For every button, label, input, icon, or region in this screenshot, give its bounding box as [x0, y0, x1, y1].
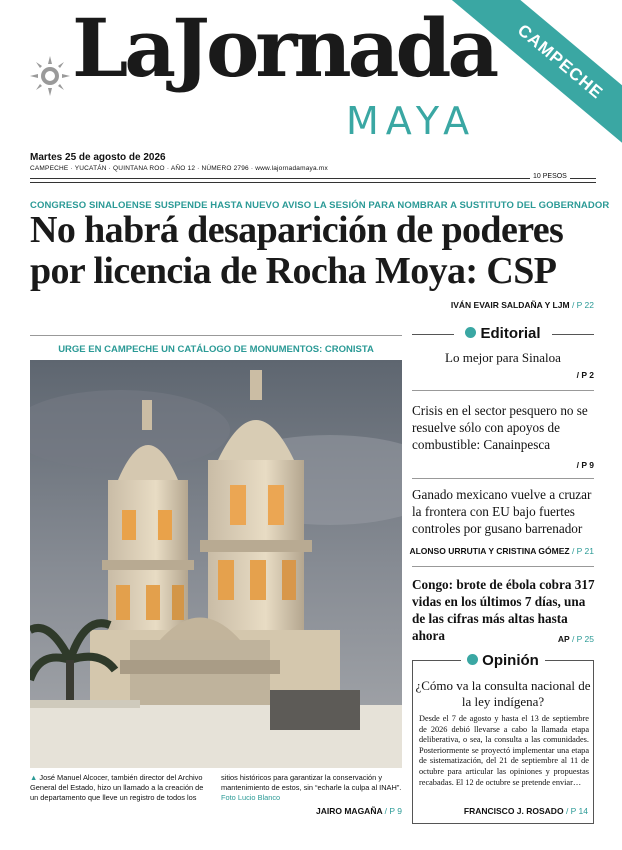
masthead	[0, 0, 622, 150]
lead-headline[interactable]: No habrá desaparición de poderes por licencia de Rocha Moya: CSP	[30, 209, 564, 292]
opinion-author: FRANCISCO J. ROSADO	[463, 806, 564, 816]
opinion-page-ref: / P 14	[565, 806, 588, 816]
photo-author: JAIRO MAGAÑA	[316, 806, 383, 816]
editorial-section-title: Editorial	[480, 325, 541, 342]
caption-marker-icon: ▲	[30, 773, 38, 782]
photo-credit: Foto Lucio Blanco	[221, 793, 281, 802]
lead-author: IVÁN EVAIR SALDAÑA Y LJM	[450, 300, 570, 310]
issue-date: Martes 25 de agosto de 2026	[30, 152, 166, 163]
opinion-section-title: Opinión	[482, 652, 539, 669]
opinion-header	[412, 651, 594, 671]
lead-byline	[451, 300, 594, 310]
opinion-body: Desde el 7 de agosto y hasta el 13 de septiembre de 2026 debió llevarse a cabo la llamada etapa deliberativa, o sea, la consulta a las comunidades. Posteriormente se proyectó implementar una etapa de sistematización, del 21 de septiembre al 11 de octubre para articular las opiniones y propuestas recabadas. El 12 de octubre se pretende enviar…	[419, 714, 589, 787]
story-cattle-byline	[409, 546, 594, 556]
section-dot-icon	[467, 654, 478, 665]
section-dot-icon	[465, 327, 476, 338]
caption-text: José Manuel Alcocer, también director del Archivo General del Estado, hizo un llamado a la creación de un departamento que lleve un registro de todos los sitios históricos para garantizar la conservación y mantenimiento de estos, sin “echarle la culpa al INAH”.	[30, 773, 402, 802]
divider	[412, 390, 594, 391]
issue-details: CAMPECHE · YUCATÁN · QUINTANA ROO · AÑO 12 · NÚMERO 2796 · www.lajornadamaya.mx	[30, 165, 328, 172]
photo-kicker: URGE EN CAMPECHE UN CATÁLOGO DE MONUMENTOS: CRONISTA	[58, 344, 374, 355]
divider	[412, 478, 594, 479]
story-ebola-page-ref: / P 25	[571, 634, 594, 644]
photo-byline	[316, 806, 402, 816]
edition-label: CAMPECHE	[513, 20, 607, 103]
price-rule	[30, 178, 596, 183]
editorial-header	[412, 324, 594, 344]
photo-page-ref: / P 9	[384, 806, 402, 816]
story-ebola-author: AP	[557, 634, 570, 644]
story-ebola[interactable]: Congo: brote de ébola cobra 317 vidas en los últimos 7 días, una de las cifras más altas hasta ahora	[412, 577, 595, 643]
cathedral-photo[interactable]	[30, 360, 402, 768]
editorial-page-ref: / P 2	[576, 370, 594, 380]
sun-logo-icon	[30, 56, 70, 96]
story-fishing-page-ref: / P 9	[576, 460, 594, 470]
story-cattle-page-ref: / P 21	[571, 546, 594, 556]
opinion-byline	[464, 806, 588, 816]
story-ebola-byline	[558, 634, 594, 644]
edition-ribbon	[440, 0, 622, 150]
divider	[412, 566, 594, 567]
editorial-title[interactable]: Lo mejor para Sinaloa	[445, 350, 561, 365]
story-fishing[interactable]: Crisis en el sector pesquero no se resuelve sólo con apoyos de combustible: Canainpesca	[412, 403, 588, 452]
photo-caption	[30, 773, 402, 803]
opinion-question[interactable]: ¿Cómo va la consulta nacional de la ley indígena?	[415, 678, 591, 709]
story-cattle-author: ALONSO URRUTIA Y CRISTINA GÓMEZ	[409, 546, 570, 556]
issue-price: 10 PESOS	[530, 173, 570, 180]
cathedral-illustration	[30, 360, 402, 768]
story-cattle[interactable]: Ganado mexicano vuelve a cruzar la frontera con EU bajo fuertes controles por gusano barrenador	[412, 487, 592, 536]
logo-wordmark: LaJornada	[72, 1, 496, 95]
lead-page-ref: / P 22	[571, 300, 594, 310]
logo-subtitle: MAYA	[346, 99, 477, 143]
photo-top-rule	[30, 335, 402, 336]
lead-kicker: CONGRESO SINALOENSE SUSPENDE HASTA NUEVO AVISO LA SESIÓN PARA NOMBRAR A SUSTITUTO DEL GOBERNADOR	[30, 200, 610, 211]
